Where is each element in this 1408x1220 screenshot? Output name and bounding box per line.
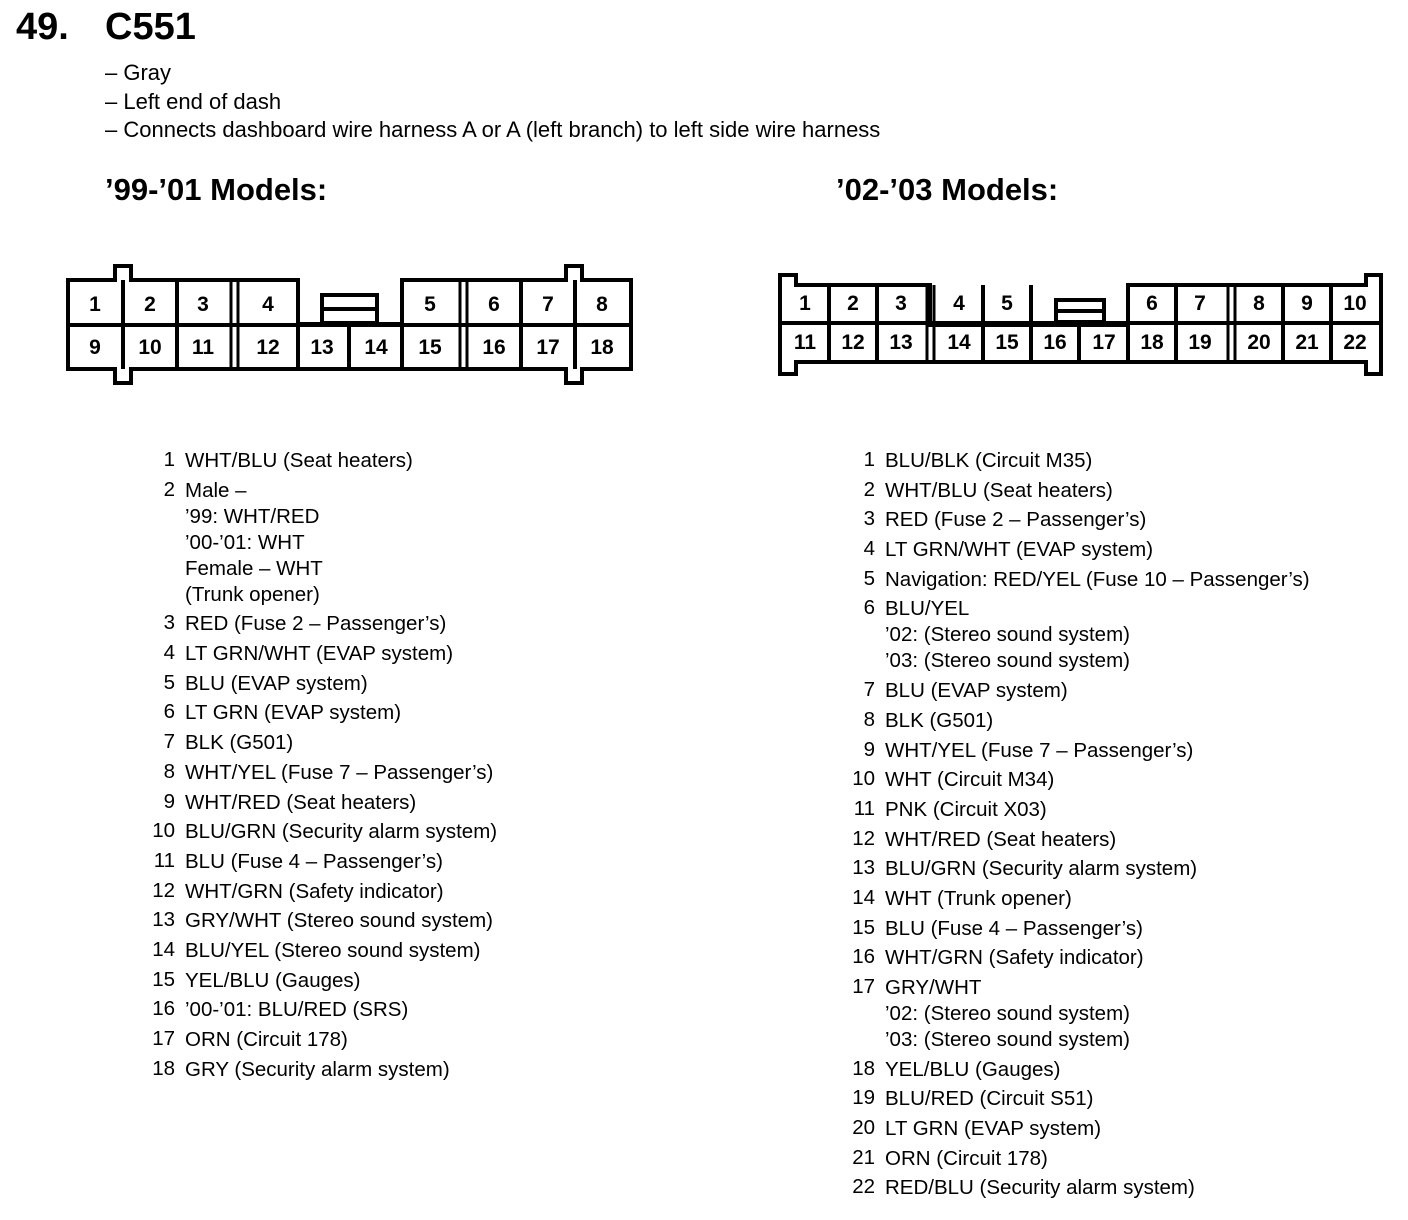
pin-number: 11 [853,796,875,820]
right-pin-list [845,448,1310,1205]
pin-number: 13 [152,908,175,932]
pin-number: 22 [852,1175,875,1199]
pin-entry [845,448,1310,474]
pin-number: 14 [152,937,175,961]
left-pin-label: 8 [596,293,608,316]
pin-number: 9 [163,789,175,813]
right-pin-label: 3 [895,292,907,315]
pin-description: PNK (Circuit X03) [885,797,1047,821]
pin-description: ’99: WHT/RED [185,504,320,528]
pin-entry [145,997,497,1023]
right-section-title: ’02-’03 Models: [836,172,1059,207]
pin-entry [845,1116,1310,1142]
description-location: – Left end of dash [105,89,282,114]
pin-description: WHT/RED (Seat heaters) [885,827,1117,851]
right-pin-label: 14 [947,331,971,354]
pin-entry [845,1057,1310,1083]
pin-description: Male – [185,478,247,502]
pin-number: 1 [163,448,175,471]
pin-description: ’00-’01: WHT [185,530,305,554]
pin-entry [145,968,497,994]
pin-description: BLU/BLK (Circuit M35) [885,449,1093,472]
connector-title: C551 [105,6,196,48]
connector-right [780,275,1381,374]
left-section-title: ’99-’01 Models: [105,172,328,207]
left-pin-list [145,448,497,1086]
pin-description: WHT/GRN (Safety indicator) [185,879,444,903]
pin-entry [845,797,1310,823]
connector-diagrams [0,0,1408,420]
pin-number: 11 [153,848,175,872]
pin-description: LT GRN (EVAP system) [185,701,402,725]
pin-entry [845,975,1310,1053]
pin-description: LT GRN (EVAP system) [885,1117,1102,1141]
pin-number: 20 [852,1116,875,1140]
left-pin-label: 16 [482,336,506,359]
pin-number: 9 [863,737,875,761]
pin-description: RED (Fuse 2 – Passenger’s) [885,508,1147,532]
left-pin-label: 14 [364,336,388,359]
pin-entry [145,641,497,667]
pin-number: 2 [863,477,875,501]
pin-number: 8 [163,759,175,783]
pin-description: ORN (Circuit 178) [185,1028,348,1051]
left-pin-label: 9 [89,336,101,359]
pin-number: 6 [163,700,175,724]
pin-number: 4 [163,641,175,665]
pin-entry [145,700,497,726]
right-pin-label: 4 [953,292,965,315]
pin-entry [145,879,497,905]
right-pin-label: 15 [995,331,1019,354]
pin-entry [145,448,497,474]
left-pin-label: 7 [542,293,554,316]
pin-entry [845,678,1310,704]
pin-entry [845,827,1310,853]
pin-description: Navigation: RED/YEL (Fuse 10 – Passenger’s) [885,567,1310,591]
left-pin-label: 10 [138,336,162,359]
pin-entry [845,1175,1310,1201]
pin-description: WHT/YEL (Fuse 7 – Passenger’s) [185,760,494,784]
pin-description: GRY/WHT [885,976,982,999]
pin-entry [145,938,497,964]
pin-number: 18 [852,1056,875,1080]
pin-entry [145,908,497,934]
pin-description: LT GRN/WHT (EVAP system) [185,642,454,666]
pin-description: BLU (Fuse 4 – Passenger’s) [885,916,1143,940]
pin-description: WHT/BLU (Seat heaters) [185,449,413,472]
right-pin-label: 19 [1188,331,1212,354]
left-pin-label: 3 [197,293,209,316]
pin-description: ’03: (Stereo sound system) [885,649,1130,673]
pin-description: RED/BLU (Security alarm system) [885,1176,1195,1200]
pin-number: 4 [863,537,875,561]
description-color: – Gray [105,60,172,85]
pin-description: BLU (Fuse 4 – Passenger’s) [185,849,443,873]
pin-description: BLU (EVAP system) [185,671,368,695]
right-pin-label: 2 [847,292,859,315]
pin-entry [845,567,1310,593]
pin-description: WHT/BLU (Seat heaters) [885,478,1113,502]
pin-entry [845,738,1310,764]
pin-number: 15 [152,967,175,991]
pin-number: 15 [852,915,875,939]
pin-entry [845,916,1310,942]
pin-number: 2 [163,477,175,501]
right-pin-label: 7 [1194,292,1206,315]
pin-entry [145,1027,497,1053]
pin-number: 10 [852,767,875,791]
pin-description: BLU/YEL [885,597,970,621]
pin-entry [845,856,1310,882]
pin-number: 8 [863,707,875,731]
pin-description: RED (Fuse 2 – Passenger’s) [185,612,447,636]
pin-number: 19 [852,1086,875,1110]
left-pin-label: 4 [262,293,274,316]
pin-number: 3 [163,611,175,635]
pin-entry [145,760,497,786]
pin-number: 21 [852,1145,875,1169]
right-pin-label: 20 [1247,331,1271,354]
right-pin-label: 1 [799,292,811,315]
pin-number: 1 [863,448,875,471]
pin-entry [845,537,1310,563]
right-pin-label: 11 [793,331,817,354]
pin-description: YEL/BLU (Gauges) [185,968,361,992]
pin-description: BLU/GRN (Security alarm system) [185,820,498,844]
pin-entry [845,1146,1310,1172]
pin-entry [845,767,1310,793]
pin-description: YEL/BLU (Gauges) [885,1057,1061,1081]
pin-number: 7 [163,730,175,754]
pin-entry [845,945,1310,971]
left-pin-label: 1 [89,293,101,316]
pin-description: Female – WHT [185,556,323,580]
pin-number: 12 [152,878,175,902]
pin-entry [845,1086,1310,1112]
right-pin-label: 16 [1043,331,1067,354]
connector-left [68,266,631,383]
pin-entry [145,730,497,756]
pin-description: BLU/YEL (Stereo sound system) [185,938,481,962]
pin-entry [145,790,497,816]
pin-number: 16 [152,997,175,1021]
left-pin-label: 17 [536,336,560,359]
right-pin-label: 13 [889,331,913,354]
pin-entry [845,708,1310,734]
pin-entry [845,478,1310,504]
pin-number: 5 [863,566,875,590]
pin-entry [145,478,497,608]
right-pin-label: 22 [1343,331,1367,354]
pin-description: BLU (EVAP system) [885,679,1068,703]
right-pin-label: 18 [1140,331,1164,354]
left-pin-label: 18 [590,336,614,359]
right-pin-label: 9 [1301,292,1313,315]
left-pin-label: 6 [488,293,500,316]
left-pin-label: 2 [144,293,156,316]
pin-description: ’02: (Stereo sound system) [885,1002,1130,1025]
pin-number: 3 [863,507,875,531]
pin-description: GRY (Security alarm system) [185,1057,450,1081]
left-pin-label: 12 [256,336,280,359]
pin-description: GRY/WHT (Stereo sound system) [185,909,493,933]
pin-description: BLK (G501) [885,708,994,732]
pin-number: 10 [152,819,175,843]
pin-entry [145,819,497,845]
pin-description: ’03: (Stereo sound system) [885,1028,1130,1051]
left-pin-label: 11 [191,336,215,359]
right-pin-label: 8 [1253,292,1265,315]
pin-description: BLU/GRN (Security alarm system) [885,857,1198,881]
right-pin-label: 5 [1001,292,1013,315]
left-pin-label: 5 [424,293,436,316]
pin-description: BLK (G501) [185,731,294,755]
pin-number: 7 [863,678,875,702]
pin-entry [845,507,1310,533]
pin-entry [145,671,497,697]
pin-number: 13 [852,856,875,880]
pin-description: WHT/RED (Seat heaters) [185,790,417,814]
pin-entry [845,886,1310,912]
left-pin-label: 13 [310,336,334,359]
left-pin-label: 15 [418,336,442,359]
pin-description: ’02: (Stereo sound system) [885,623,1130,647]
pin-number: 18 [152,1056,175,1080]
pin-number: 12 [852,826,875,850]
pin-number: 16 [852,945,875,969]
right-pin-label: 10 [1343,292,1367,315]
pin-number: 6 [863,596,875,620]
pin-entry [145,611,497,637]
pin-number: 17 [852,975,875,998]
pin-description: WHT/GRN (Safety indicator) [885,946,1144,970]
right-pin-label: 21 [1295,331,1319,354]
pin-entry [145,1057,497,1083]
pin-description: BLU/RED (Circuit S51) [885,1087,1094,1111]
pin-entry [845,596,1310,674]
pin-number: 14 [852,885,875,909]
pin-number: 17 [152,1027,175,1050]
pin-description: WHT/YEL (Fuse 7 – Passenger’s) [885,738,1194,762]
right-pin-label: 17 [1092,331,1116,354]
pin-number: 5 [163,670,175,694]
pin-description: LT GRN/WHT (EVAP system) [885,538,1154,562]
item-number: 49. [16,6,69,48]
pin-description: ORN (Circuit 178) [885,1146,1048,1170]
pin-description: (Trunk opener) [185,582,320,606]
right-pin-label: 12 [841,331,865,354]
pin-description: WHT (Circuit M34) [885,768,1055,792]
pin-description: WHT (Trunk opener) [885,886,1072,910]
right-pin-label: 6 [1146,292,1158,315]
pin-entry [145,849,497,875]
pin-description: ’00-’01: BLU/RED (SRS) [185,998,409,1022]
description-connects: – Connects dashboard wire harness A or A (left branch) to left side wire harness [105,117,881,142]
